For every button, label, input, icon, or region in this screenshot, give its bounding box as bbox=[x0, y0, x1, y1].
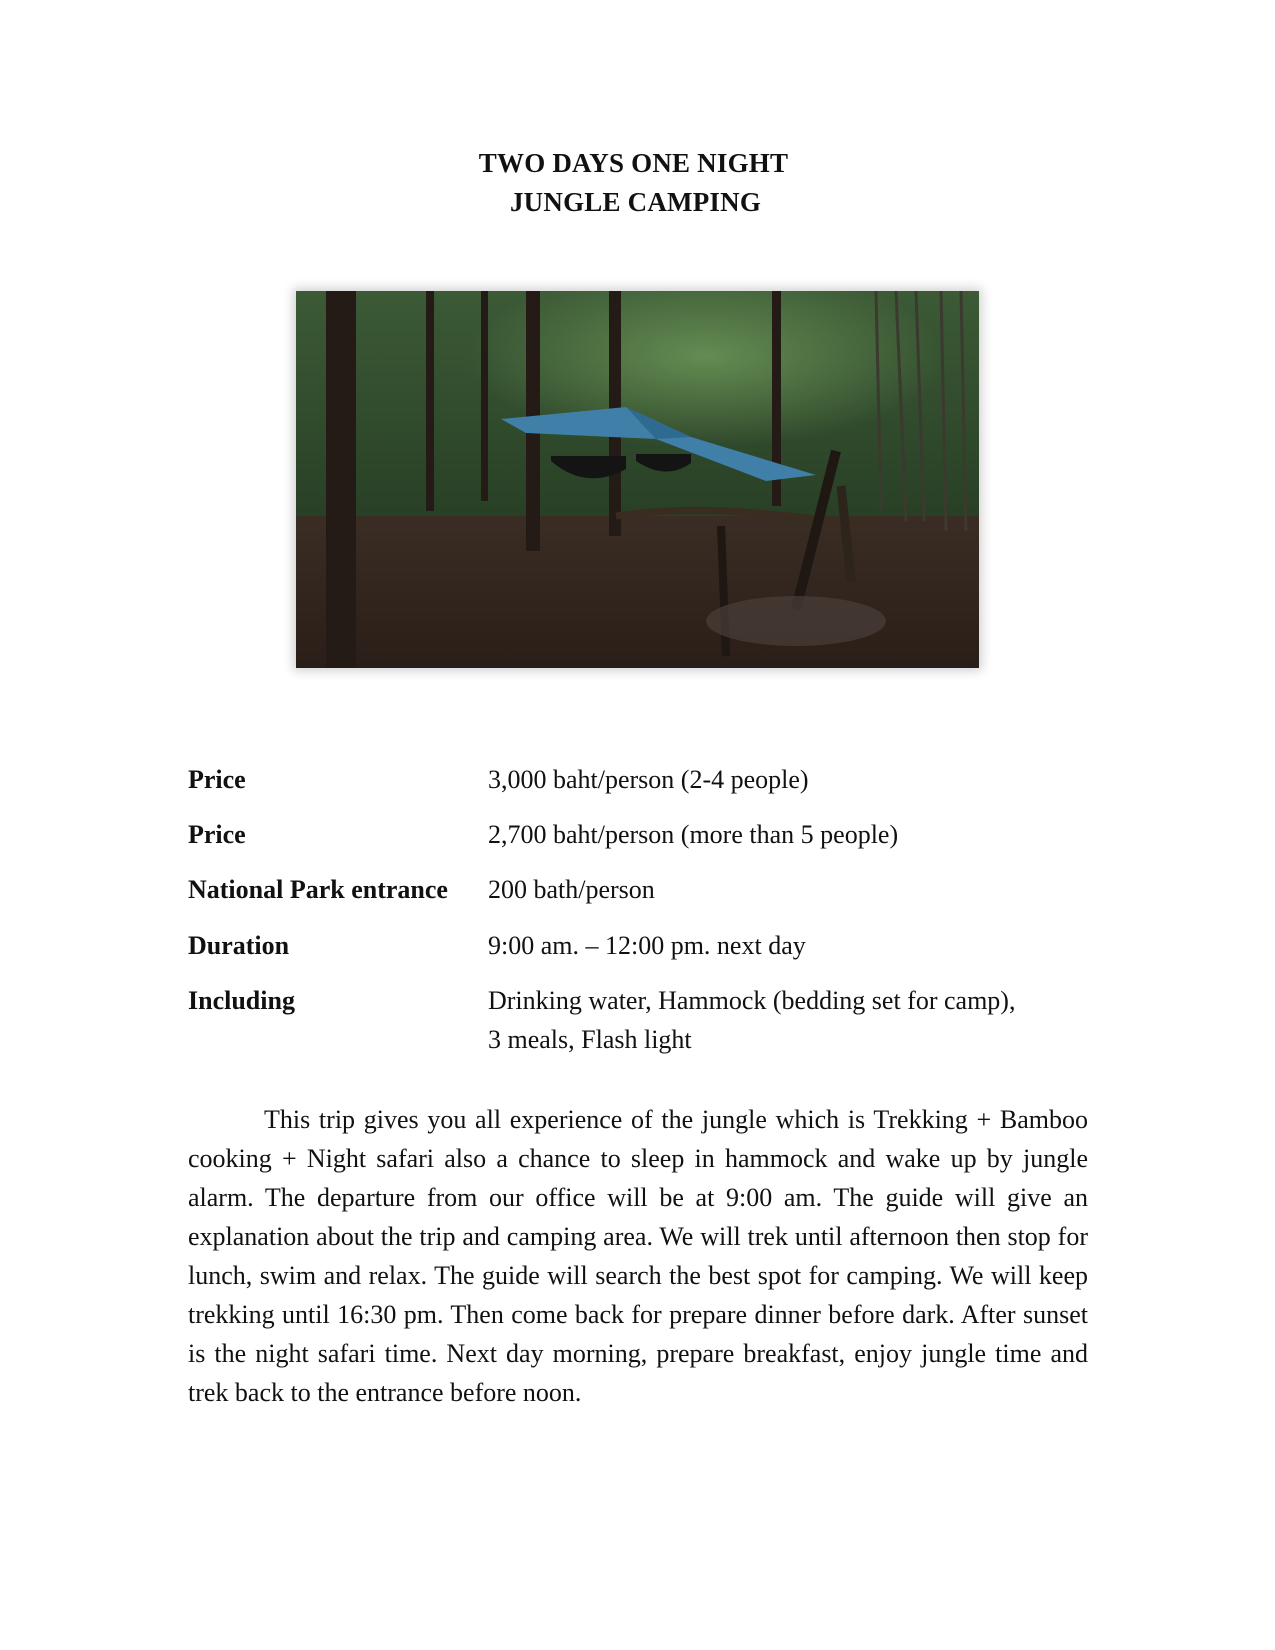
detail-value: 9:00 am. – 12:00 pm. next day bbox=[488, 931, 806, 960]
detail-value: 200 bath/person bbox=[488, 875, 655, 904]
title-line-1: TWO DAYS ONE NIGHT bbox=[478, 148, 789, 178]
detail-label: Price bbox=[188, 820, 246, 849]
detail-value-line-1: Drinking water, Hammock (bedding set for camp), bbox=[488, 986, 1016, 1015]
detail-value-line-2: 3 meals, Flash light bbox=[488, 1025, 692, 1054]
detail-label: Including bbox=[188, 986, 295, 1015]
trip-description: This trip gives you all experience of the jungle which is Trekking + Bamboo cooking + Night safari also a chance to sleep in hammock and wake up by jungle alarm. The departure from our office will be at 9:00 am. The guide will give an explanation about the trip and camping area. We will trek until afternoon then stop for lunch, swim and relax. The guide will search the best spot for camping. We will keep trekking until 16:30 pm. Then come back for prepare dinner before dark. After sunset is the night safari time. Next day morning, prepare breakfast, enjoy jungle time and trek back to the entrance before noon. bbox=[188, 1105, 1088, 1407]
detail-value: 3,000 baht/person (2-4 people) bbox=[488, 765, 809, 794]
detail-value: 2,700 baht/person (more than 5 people) bbox=[488, 820, 899, 849]
detail-value bbox=[488, 981, 1015, 1059]
detail-label: Price bbox=[188, 765, 246, 794]
detail-label: National Park entrance bbox=[188, 875, 448, 904]
title-line-2: JUNGLE CAMPING bbox=[509, 187, 762, 217]
jungle-camp-photo bbox=[296, 291, 979, 668]
detail-label: Duration bbox=[188, 931, 290, 960]
